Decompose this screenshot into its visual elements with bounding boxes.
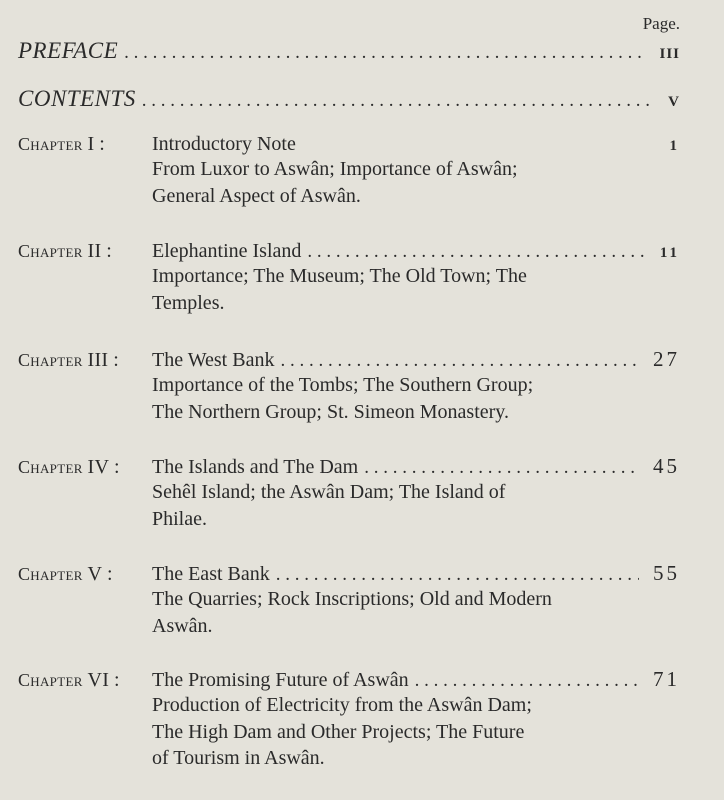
description-line: Aswân. — [152, 614, 213, 637]
chapter-numeral: II — [87, 240, 102, 262]
toc-entry-chapter-4 — [18, 454, 680, 532]
chapter-label — [18, 133, 152, 156]
chapter-word: Chapter — [18, 241, 83, 261]
chapter-page-number: 11 — [659, 245, 680, 261]
entry-label: PREFACE — [18, 38, 119, 63]
dot-leader — [276, 564, 639, 586]
chapter-page-number: 71 — [653, 667, 680, 691]
chapter-title: The West Bank — [152, 349, 275, 371]
chapter-description — [152, 586, 680, 639]
toc-entry-chapter-6 — [18, 667, 680, 772]
chapter-word: Chapter — [18, 457, 83, 477]
chapter-numeral: V — [87, 563, 103, 585]
chapter-separator: : — [106, 240, 113, 262]
description-line: Sehêl Island; the Aswân Dam; The Island of — [152, 481, 506, 503]
entry-label: CONTENTS — [18, 86, 136, 111]
dot-leader — [307, 241, 645, 263]
chapter-title: Introductory Note — [152, 133, 296, 155]
chapter-title: The East Bank — [152, 563, 270, 585]
chapter-title: The Promising Future of Aswân — [152, 669, 409, 691]
chapter-page-number: 55 — [653, 561, 680, 585]
chapter-description — [152, 156, 680, 209]
description-line: General Aspect of Aswân. — [152, 184, 361, 207]
chapter-word: Chapter — [18, 134, 83, 154]
chapter-page-number: 45 — [653, 454, 680, 478]
chapter-label — [18, 240, 152, 263]
chapter-label — [18, 563, 152, 586]
dot-leader — [142, 90, 654, 112]
description-line: Philae. — [152, 507, 207, 530]
chapter-label — [18, 349, 152, 372]
description-line: The High Dam and Other Projects; The Future — [152, 720, 525, 743]
chapter-description — [152, 692, 680, 772]
dot-leader — [124, 42, 645, 64]
chapter-numeral: VI — [87, 669, 110, 691]
toc-entry-preface — [18, 38, 680, 64]
chapter-separator: : — [107, 563, 113, 585]
description-line: Production of Electricity from the Aswân Dam; — [152, 694, 532, 716]
description-line: Importance; The Museum; The Old Town; The — [152, 265, 527, 287]
chapter-page-number: 1 — [669, 138, 680, 154]
chapter-separator: : — [99, 133, 106, 155]
description-line: From Luxor to Aswân; Importance of Aswân; — [152, 158, 518, 180]
toc-entry-chapter-3 — [18, 347, 680, 425]
dot-leader — [280, 350, 639, 372]
toc-entry-chapter-1 — [18, 133, 680, 209]
chapter-title: The Islands and The Dam — [152, 456, 359, 478]
chapter-label — [18, 669, 152, 692]
toc-entry-chapter-5 — [18, 561, 680, 639]
dot-leader — [364, 457, 639, 479]
chapter-description — [152, 479, 680, 532]
chapter-numeral: IV — [87, 456, 110, 478]
chapter-separator: : — [114, 456, 120, 478]
chapter-numeral: I — [87, 133, 95, 155]
description-line: The Quarries; Rock Inscriptions; Old and Modern — [152, 588, 552, 610]
description-line: of Tourism in Aswân. — [152, 747, 325, 769]
toc-entry-contents — [18, 86, 680, 112]
chapter-word: Chapter — [18, 564, 83, 584]
entry-page-number: V — [668, 94, 680, 110]
dot-leader — [415, 670, 639, 692]
chapter-description — [152, 372, 680, 425]
chapter-separator: : — [114, 669, 120, 691]
entry-page-number: III — [659, 46, 680, 62]
chapter-word: Chapter — [18, 350, 83, 370]
chapter-label — [18, 456, 152, 479]
description-line: Temples. — [152, 291, 225, 314]
chapter-page-number: 27 — [653, 347, 680, 371]
chapter-word: Chapter — [18, 670, 83, 690]
description-line: The Northern Group; St. Simeon Monastery. — [152, 400, 509, 423]
chapter-title: Elephantine Island — [152, 240, 302, 262]
description-line: Importance of the Tombs; The Southern Group; — [152, 374, 534, 396]
page-column-heading: Page. — [642, 14, 680, 33]
chapter-numeral: III — [87, 349, 109, 371]
chapter-separator: : — [113, 349, 120, 371]
toc-entry-chapter-2 — [18, 240, 680, 316]
chapter-description — [152, 263, 680, 316]
